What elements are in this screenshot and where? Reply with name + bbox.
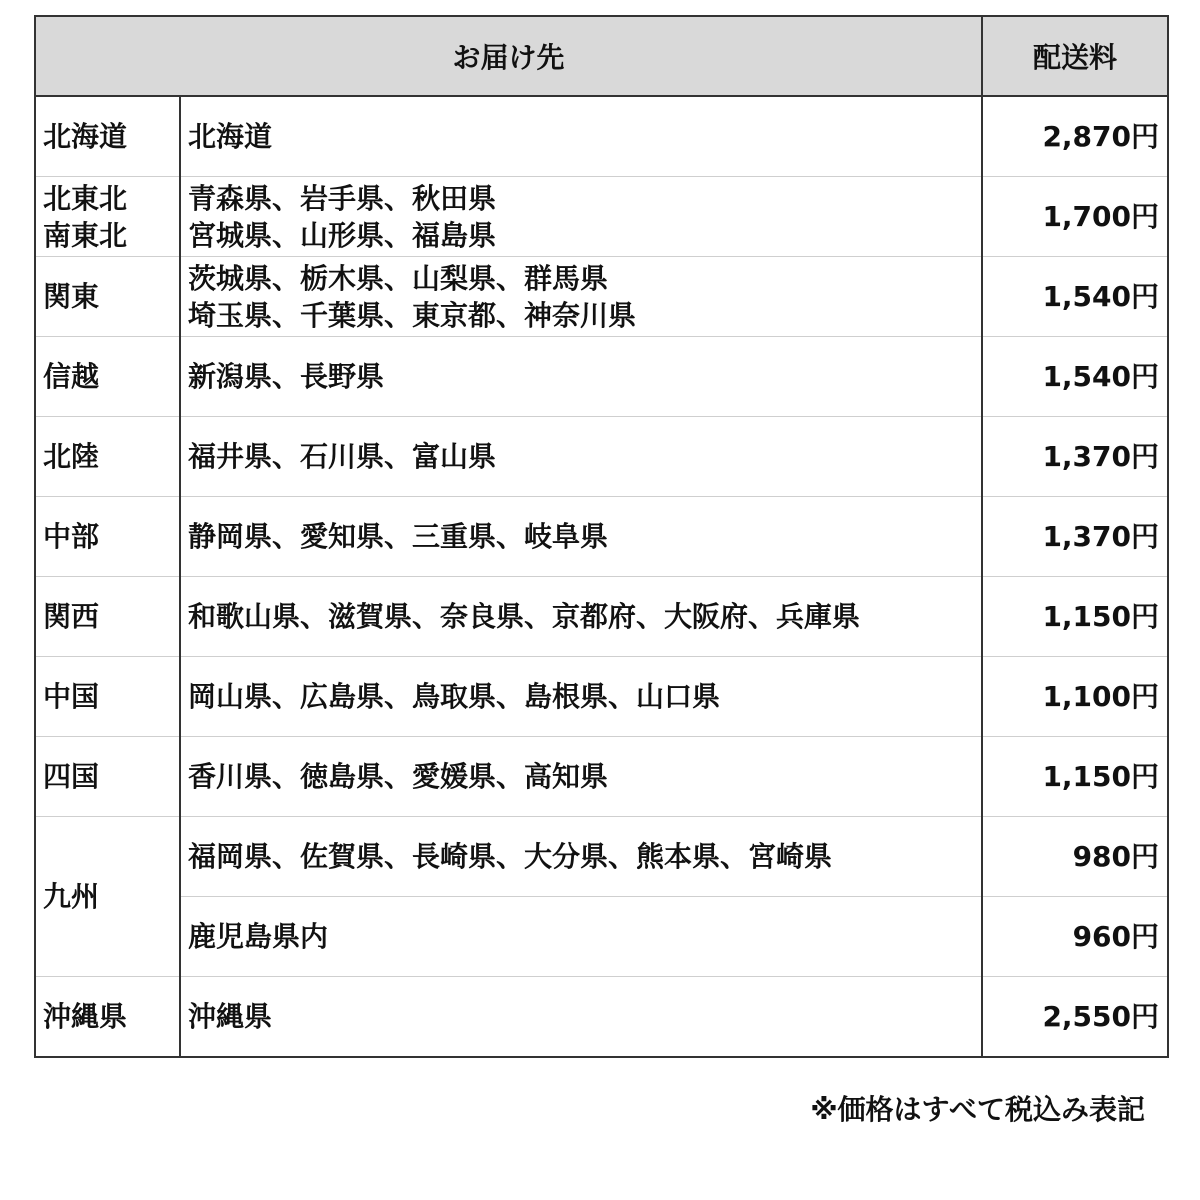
table-row xyxy=(35,177,1168,257)
destination-header: お届け先 xyxy=(35,16,982,96)
region-cell: 北海道 xyxy=(35,96,180,177)
table-row xyxy=(35,657,1168,737)
prefectures-cell: 岡山県、広島県、鳥取県、島根県、山口県 xyxy=(180,657,982,737)
region-cell: 関東 xyxy=(35,257,180,337)
shipping-fee-table xyxy=(34,15,1169,1058)
fee-cell: 1,100円 xyxy=(982,657,1168,737)
fee-cell: 2,870円 xyxy=(982,96,1168,177)
fee-cell: 2,550円 xyxy=(982,977,1168,1058)
table-row xyxy=(35,337,1168,417)
prefectures-cell: 和歌山県、滋賀県、奈良県、京都府、大阪府、兵庫県 xyxy=(180,577,982,657)
fee-cell: 1,150円 xyxy=(982,577,1168,657)
prefectures-cell: 福井県、石川県、富山県 xyxy=(180,417,982,497)
fee-cell: 1,150円 xyxy=(982,737,1168,817)
tax-note: ※価格はすべて税込み表記 xyxy=(810,1093,1145,1126)
region-cell: 北東北 南東北 xyxy=(35,177,180,257)
region-cell: 関西 xyxy=(35,577,180,657)
prefectures-cell: 青森県、岩手県、秋田県 宮城県、山形県、福島県 xyxy=(180,177,982,257)
region-cell: 中国 xyxy=(35,657,180,737)
prefectures-cell: 新潟県、長野県 xyxy=(180,337,982,417)
fee-cell: 1,370円 xyxy=(982,417,1168,497)
table-row xyxy=(35,577,1168,657)
region-cell: 中部 xyxy=(35,497,180,577)
table-row xyxy=(35,817,1168,897)
table-row xyxy=(35,977,1168,1058)
prefectures-cell: 鹿児島県内 xyxy=(180,897,982,977)
region-cell: 九州 xyxy=(35,817,180,977)
prefectures-cell: 茨城県、栃木県、山梨県、群馬県 埼玉県、千葉県、東京都、神奈川県 xyxy=(180,257,982,337)
fee-cell: 1,540円 xyxy=(982,337,1168,417)
fee-cell: 1,700円 xyxy=(982,177,1168,257)
fee-header: 配送料 xyxy=(982,16,1168,96)
prefectures-cell: 福岡県、佐賀県、長崎県、大分県、熊本県、宮崎県 xyxy=(180,817,982,897)
prefectures-cell: 香川県、徳島県、愛媛県、高知県 xyxy=(180,737,982,817)
region-cell: 信越 xyxy=(35,337,180,417)
prefectures-cell: 静岡県、愛知県、三重県、岐阜県 xyxy=(180,497,982,577)
fee-cell: 1,540円 xyxy=(982,257,1168,337)
region-cell: 沖縄県 xyxy=(35,977,180,1058)
table-header-row xyxy=(35,16,1168,96)
fee-cell: 980円 xyxy=(982,817,1168,897)
prefectures-cell: 沖縄県 xyxy=(188,1000,273,1033)
region-cell: 北陸 xyxy=(35,417,180,497)
table-row xyxy=(35,737,1168,817)
table-row xyxy=(35,417,1168,497)
table-row xyxy=(35,497,1168,577)
region-cell: 四国 xyxy=(35,737,180,817)
fee-cell: 960円 xyxy=(982,897,1168,977)
table-row xyxy=(35,257,1168,337)
table-row xyxy=(35,897,1168,977)
table-row xyxy=(35,96,1168,177)
fee-cell: 1,370円 xyxy=(982,497,1168,577)
prefectures-cell: 北海道 xyxy=(180,96,982,177)
